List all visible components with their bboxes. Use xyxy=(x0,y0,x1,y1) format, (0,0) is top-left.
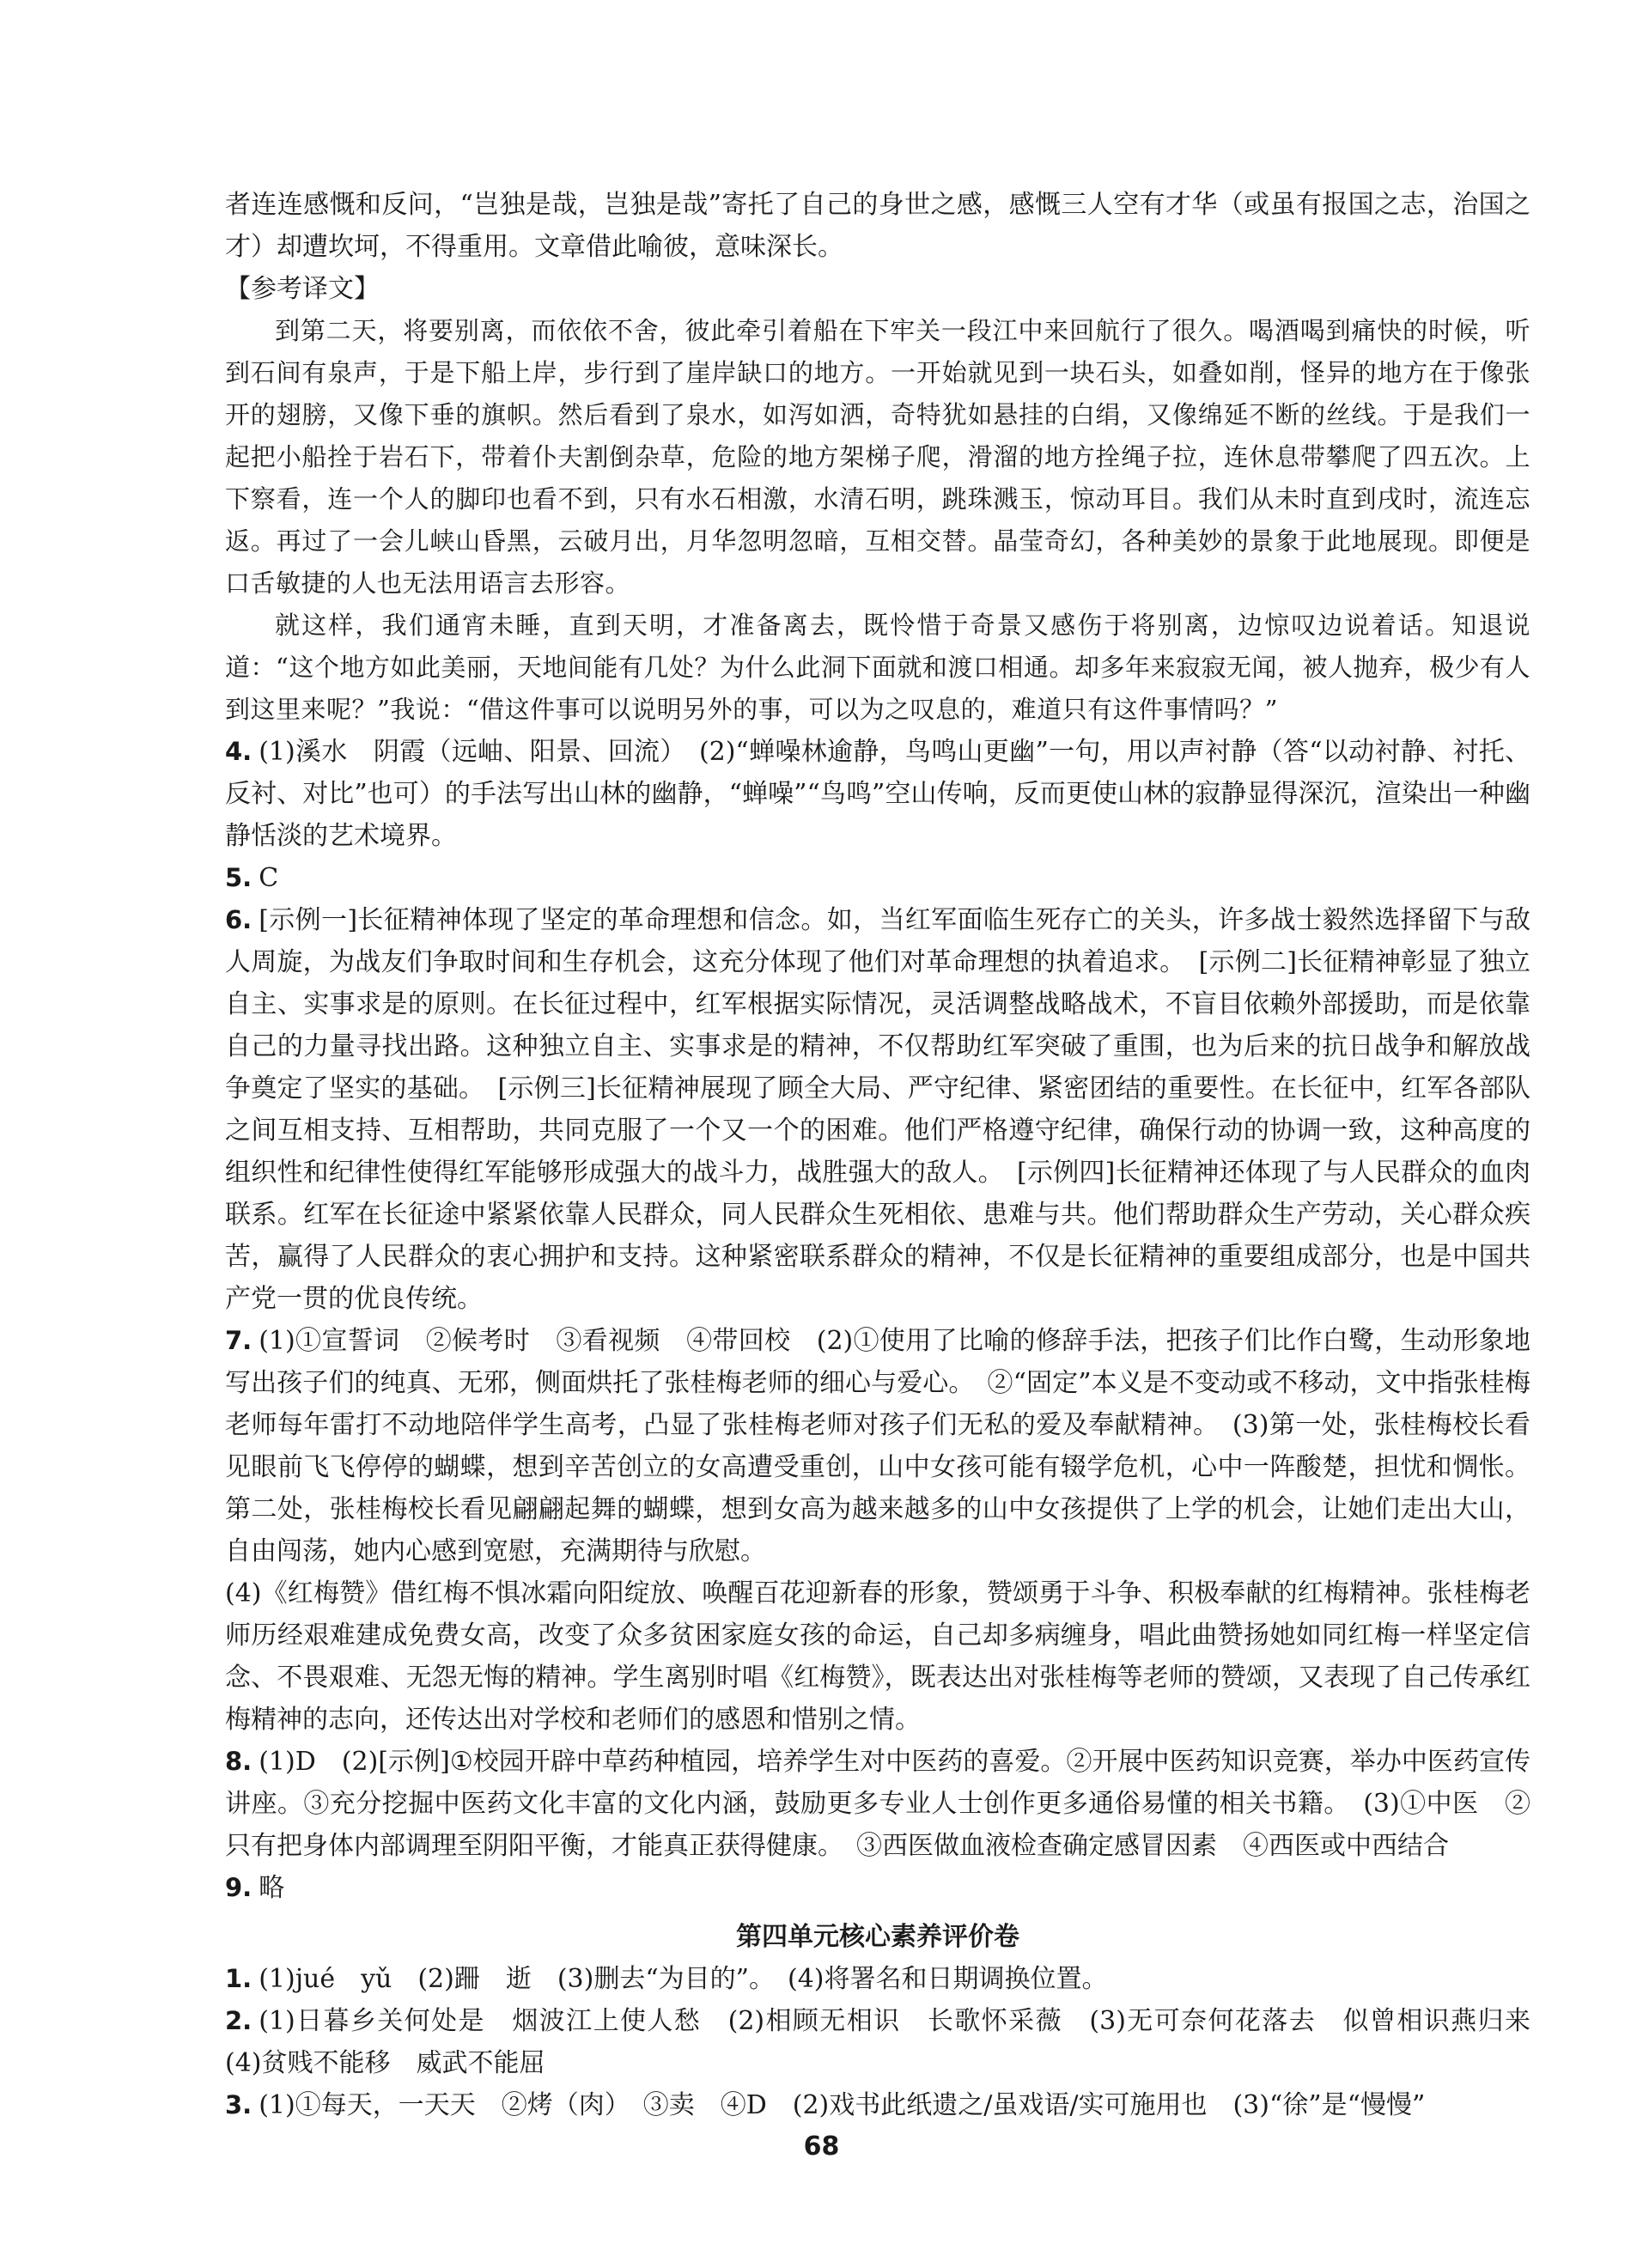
intro-paragraph: 者连连感慨和反问，“岂独是哉，岂独是哉”寄托了自己的身世之感，感慨三人空有才华（或虽有报国之志，治国之才）却遭坎坷，不得重用。文章借此喻彼，意味深长。 xyxy=(225,190,1530,262)
answer-text: (1)D (2)[示例]①校园开辟中草药种植园，培养学生对中医药的喜爱。②开展中医药知识竞赛，举办中医药宣传讲座。③充分挖掘中医药文化丰富的文化内涵，鼓励更多专业人士创作更多通俗易懂的相关书籍。 (3)①中医 ②只有把身体内部调理至阴阳平衡，才能真正获得健康。 ③西医做血液检查确定感冒因素 ④西医或中西结合 xyxy=(225,1747,1530,1861)
answer-number: 7. xyxy=(225,1326,253,1355)
page-content xyxy=(225,184,1556,2126)
answer-text: (1)溪水 阴霞（远岫、阳景、回流） (2)“蝉噪林逾静，鸟鸣山更幽”一句，用以声衬静（答“以动衬静、衬托、反衬、对比”也可）的手法写出山林的幽静，“蝉噪”“鸟鸣”空山传响，反而更使山林的寂静显得深沉，渲染出一种幽静恬淡的艺术境界。 xyxy=(225,737,1530,851)
answer-text-part-4: (4)《红梅赞》借红梅不惧冰霜向阳绽放、唤醒百花迎新春的形象，赞颂勇于斗争、积极奉献的红梅精神。张桂梅老师历经艰难建成免费女高，改变了众多贫困家庭女孩的命运，自己却多病缠身，唱此曲赞扬她如同红梅一样坚定信念、不畏艰难、无怨无悔的精神。学生离别时唱《红梅赞》，既表达出对张桂梅等老师的赞颂，又表现了自己传承红梅精神的志向，还传达出对学校和老师们的感恩和惜别之情。 xyxy=(225,1578,1530,1735)
item-number: 3. xyxy=(225,2090,253,2119)
section-title: 第四单元核心素养评价卷 xyxy=(736,1922,1019,1952)
answer-number: 8. xyxy=(225,1747,253,1776)
item-number: 1. xyxy=(225,1964,253,1993)
section-item-1 xyxy=(225,1958,1530,2000)
item-text: (1)①每天，一天天 ②烤（肉） ③卖 ④D (2)戏书此纸遗之/虽戏语/实可施用也 (3)“徐”是“慢慢” xyxy=(259,2090,1426,2120)
answer-number: 4. xyxy=(225,737,253,766)
answer-8 xyxy=(225,1741,1530,1867)
answer-number: 5. xyxy=(225,863,253,892)
page-number: 68 xyxy=(803,2131,840,2162)
answer-7 xyxy=(225,1320,1530,1741)
answer-text: [示例一]长征精神体现了坚定的革命理想和信念。如，当红军面临生死存亡的关头，许多战士毅然选择留下与敌人周旋，为战友们争取时间和生存机会，这充分体现了他们对革命理想的执着追求。 [示例二]长征精神彰显了独立自主、实事求是的原则。在长征过程中，红军根据实际情况，灵活调整战略战术，不盲目依赖外部援助，而是依靠自己的力量寻找出路。这种独立自主、实事求是的精神，不仅帮助红军突破了重围，也为后来的抗日战争和解放战争奠定了坚实的基础。 [示例三]长征精神展现了顾全大局、严守纪律、紧密团结的重要性。在长征中，红军各部队之间互相支持、互相帮助，共同克服了一个又一个的困难。他们严格遵守纪律，确保行动的协调一致，这种高度的组织性和纪律性使得红军能够形成强大的战斗力，战胜强大的敌人。 [示例四]长征精神还体现了与人民群众的血肉联系。红军在长征途中紧紧依靠人民群众，同人民群众生死相依、患难与共。他们帮助群众生产劳动，关心群众疾苦，赢得了人民群众的衷心拥护和支持。这种紧密联系群众的精神，不仅是长征精神的重要组成部分，也是中国共产党一贯的优良传统。 xyxy=(225,905,1530,1314)
answer-4 xyxy=(225,731,1530,857)
item-text: (1)日暮乡关何处是 烟波江上使人愁 (2)相顾无相识 长歌怀采薇 (3)无可奈何花落去 似曾相识燕归来 (4)贫贱不能移 威武不能屈 xyxy=(225,2006,1556,2078)
answer-9 xyxy=(225,1867,1530,1909)
item-number: 2. xyxy=(225,2006,253,2035)
section-item-3 xyxy=(225,2084,1530,2126)
answer-text: C xyxy=(259,863,279,893)
item-text: (1)jué yǔ (2)跚 逝 (3)删去“为目的”。 (4)将署名和日期调换位置。 xyxy=(259,1964,1108,1994)
answer-number: 6. xyxy=(225,905,253,934)
answer-6 xyxy=(225,899,1530,1320)
answer-text: (1)①宣誓词 ②候考时 ③看视频 ④带回校 (2)①使用了比喻的修辞手法，把孩子们比作白鹭，生动形象地写出孩子们的纯真、无邪，侧面烘托了张桂梅老师的细心与爱心。 ②“固定”本义是不变动或不移动，文中指张桂梅老师每年雷打不动地陪伴学生高考，凸显了张桂梅老师对孩子们无私的爱及奉献精神。 (3)第一处，张桂梅校长看见眼前飞飞停停的蝴蝶，想到辛苦创立的女高遭受重创，山中女孩可能有辍学危机，心中一阵酸楚，担忧和惆怅。第二处，张桂梅校长看见翩翩起舞的蝴蝶，想到女高为越来越多的山中女孩提供了上学的机会，让她们走出大山，自由闯荡，她内心感到宽慰，充满期待与欣慰。 xyxy=(225,1326,1530,1566)
answer-number: 9. xyxy=(225,1873,253,1902)
translation-paragraph-2: 就这样，我们通宵未睡，直到天明，才准备离去，既怜惜于奇景又感伤于将别离，边惊叹边说着话。知退说道：“这个地方如此美丽，天地间能有几处？为什么此洞下面就和渡口相通。却多年来寂寂无闻，被人抛弃，极少有人到这里来呢？”我说：“借这件事可以说明另外的事，可以为之叹息的，难道只有这件事情吗？” xyxy=(225,611,1530,724)
translation-heading: 【参考译文】 xyxy=(225,274,380,304)
answer-text: 略 xyxy=(259,1873,285,1903)
section-item-2 xyxy=(225,2000,1556,2084)
translation-paragraph-1: 到第二天，将要别离，而依依不舍，彼此牵引着船在下牢关一段江中来回航行了很久。喝酒喝到痛快的时候，听到石间有泉声，于是下船上岸，步行到了崖岸缺口的地方。一开始就见到一块石头，如叠如削，怪异的地方在于像张开的翅膀，又像下垂的旗帜。然后看到了泉水，如泻如洒，奇特犹如悬挂的白绢，又像绵延不断的丝线。于是我们一起把小船拴于岩石下，带着仆夫割倒杂草，危险的地方架梯子爬，滑溜的地方拴绳子拉，连休息带攀爬了四五次。上下察看，连一个人的脚印也看不到，只有水石相激，水清石明，跳珠溅玉，惊动耳目。我们从未时直到戌时，流连忘返。再过了一会儿峡山昏黑，云破月出，月华忽明忽暗，互相交替。晶莹奇幻，各种美妙的景象于此地展现。即便是口舌敏捷的人也无法用语言去形容。 xyxy=(225,316,1530,598)
answer-5 xyxy=(225,857,1530,899)
